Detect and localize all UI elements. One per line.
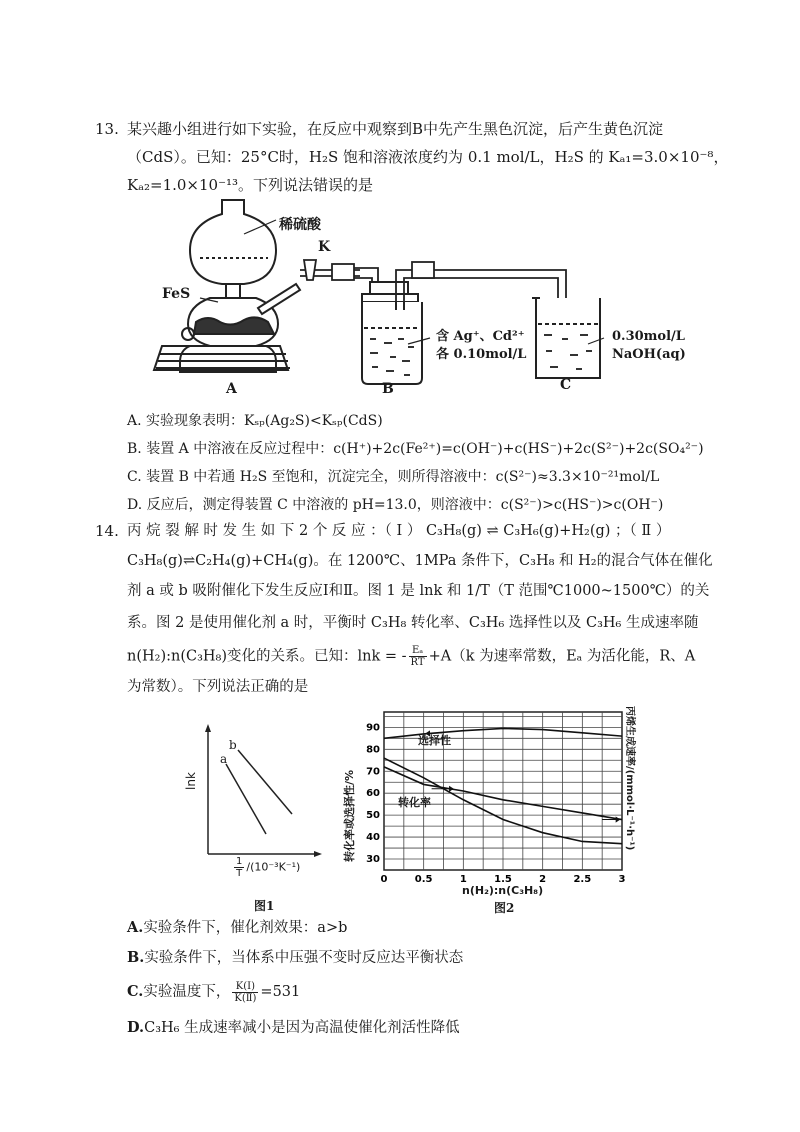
fig2-ytick-label: 90 — [366, 722, 380, 734]
q13-option-b: B. 装置 A 中溶液在反应过程中：c(H⁺)+2c(Fe²⁺)=c(OH⁻)+c(HS⁻)+2c(S²⁻)+2c(SO₄²⁻) — [127, 441, 704, 457]
question-14-line-3: 剂 a 或 b 吸附催化下发生反应Ⅰ和Ⅱ。图 1 是 lnk 和 1/T（T 范围℃1000~1500℃）的关 — [127, 583, 710, 599]
fig1-ylabel: lnk — [184, 772, 198, 790]
fig1-xlabel-num: 1 — [236, 856, 243, 867]
question-13-number: 13. — [95, 120, 119, 138]
question-14-line-6: 为常数）。下列说法正确的是 — [127, 679, 309, 695]
fraction-numerator: Eₐ — [409, 645, 427, 657]
fig1-xlabel-fraction — [234, 856, 244, 879]
fig1-xlabel — [232, 856, 300, 879]
question-14-line-1: 丙 烷 裂 解 时 发 生 如 下 2 个 反 应 ：（ Ⅰ ） C₃H₈(g) ⇌ C₃H₆(g)+H₂(g) ；（ Ⅱ ） — [127, 523, 671, 539]
apparatus-diagram — [0, 198, 800, 398]
fig2-caption: 图2 — [494, 901, 515, 915]
fraction-denominator: RT — [410, 657, 425, 668]
q14-option-b-text: 实验条件下，当体系中压强不变时反应达平衡状态 — [144, 950, 464, 966]
q14-option-c-fraction — [232, 981, 258, 1004]
q14-option-c-num: K(Ⅰ) — [232, 981, 258, 993]
fig1-xlabel-unit: /(10⁻³K⁻¹) — [246, 860, 301, 874]
figure-2-chart — [350, 700, 650, 890]
fig2-arrowhead-conversion — [449, 786, 454, 792]
q13-option-d: D. 反应后，测定得装置 C 中溶液的 pH=13.0，则溶液中：c(S²⁻)>c(HS⁻)>c(OH⁻) — [127, 497, 664, 513]
fig2-ylabel-right: 丙烯生成速率/(mmol·L⁻¹·h⁻¹) — [624, 706, 635, 851]
label-b: B — [382, 381, 394, 397]
fig2-ytick-label: 30 — [366, 854, 380, 866]
label-fes: FeS — [162, 286, 191, 302]
fig2-label-conversion: 转化率 — [398, 796, 431, 809]
label-b-solution-2: 各 0.10mol/L — [436, 347, 527, 362]
fig2-xtick-label: 0.5 — [414, 874, 433, 885]
q14-option-a-text: 实验条件下，催化剂效果：a>b — [143, 920, 348, 936]
label-c-solution-2: NaOH(aq) — [612, 347, 686, 362]
line-5-suffix: +A（k 为速率常数，Eₐ 为活化能，R、A — [428, 648, 696, 665]
q14-option-d-text: C₃H₆ 生成速率减小是因为高温使催化剂活性降低 — [144, 1020, 460, 1036]
fig1-caption: 图1 — [254, 899, 275, 913]
fig2-xtick-label: 0 — [380, 874, 388, 885]
fig1-xlabel-den: T — [236, 868, 243, 879]
beaker-c — [532, 298, 604, 378]
fig2-label-selectivity: 选择性 — [418, 734, 451, 747]
question-13-line-3: Kₐ₂=1.0×10⁻¹³。下列说法错误的是 — [127, 176, 374, 194]
q14-option-b-key: B. — [127, 949, 145, 966]
fig2-ytick-label: 50 — [366, 810, 380, 822]
q14-option-c-den: K(Ⅱ) — [234, 992, 257, 1004]
fig2-xtick-label: 1.5 — [494, 874, 512, 885]
q13-option-c: C. 装置 B 中若通 H₂S 至饱和，沉淀完全，则所得溶液中：c(S²⁻)≈3.3×10⁻²¹mol/L — [127, 469, 660, 485]
q14-option-d — [127, 1016, 460, 1037]
label-c-solution-1: 0.30mol/L — [612, 329, 685, 344]
label-b-solution-1: 含 Ag⁺、Cd²⁺ — [436, 329, 525, 344]
line-5-prefix: n(H₂):n(C₃H₈)变化的关系。已知：lnk = - — [127, 648, 407, 665]
q13-option-a: A. 实验现象表明：Kₛₚ(Ag₂S)<Kₛₚ(CdS) — [127, 413, 383, 429]
q14-option-a-key: A. — [127, 919, 144, 936]
question-14-line-4: 系。图 2 是使用催化剂 a 时，平衡时 C₃H₈ 转化率、C₃H₆ 选择性以及 C₃H₆ 生成速率随 — [127, 615, 699, 631]
fig2-ylabel-left: 转化率或选择性/% — [343, 769, 356, 862]
q14-option-d-key: D. — [127, 1019, 145, 1036]
fig2-ytick-label: 60 — [366, 788, 380, 800]
question-14-number: 14. — [95, 522, 119, 540]
q14-option-b — [127, 946, 463, 967]
q14-option-c-key: C. — [127, 983, 144, 1000]
fig1-line-b — [238, 750, 292, 814]
question-14-line-2: C₃H₈(g)⇌C₂H₄(g)+CH₄(g)。在 1200℃、1MPa 条件下，C₃H₈ 和 H₂的混合气体在催化 — [127, 553, 713, 569]
fig2-ytick-label: 40 — [366, 832, 380, 844]
fig1-label-b: b — [229, 738, 237, 752]
fig2-xtick-label: 1 — [459, 874, 467, 885]
label-a: A — [226, 381, 237, 397]
fig2-xtick-label: 2 — [539, 874, 547, 885]
fig2-ytick-label: 80 — [366, 744, 380, 756]
figure-1 — [192, 724, 322, 864]
fig1-line-a — [226, 764, 266, 834]
label-valve-k: K — [318, 239, 331, 255]
fig2-xtick-label: 3 — [618, 874, 626, 885]
bottle-b — [362, 282, 422, 384]
label-c: C — [560, 377, 572, 393]
fig2-ytick-label: 70 — [366, 766, 380, 778]
q14-option-c — [127, 980, 300, 1004]
q14-option-c-post: =531 — [260, 984, 301, 1000]
ea-over-rt-fraction — [409, 645, 427, 668]
q14-option-c-pre: 实验温度下， — [143, 984, 231, 1000]
label-dilute-acid: 稀硫酸 — [279, 217, 321, 233]
question-14-line-5 — [127, 645, 695, 668]
q14-option-a — [127, 916, 347, 937]
question-13-line-2: （CdS）。已知：25°C时，H₂S 饱和溶液浓度约为 0.1 mol/L，H₂S 的 Kₐ₁=3.0×10⁻⁸， — [127, 148, 729, 166]
question-13-line-1: 某兴趣小组进行如下实验，在反应中观察到B中先产生黑色沉淀，后产生黄色沉淀 — [127, 120, 664, 138]
fig2-xlabel: n(H₂):n(C₃H₈) — [462, 884, 544, 897]
fig1-label-a: a — [220, 752, 228, 766]
fig2-xtick-label: 2.5 — [573, 874, 592, 885]
